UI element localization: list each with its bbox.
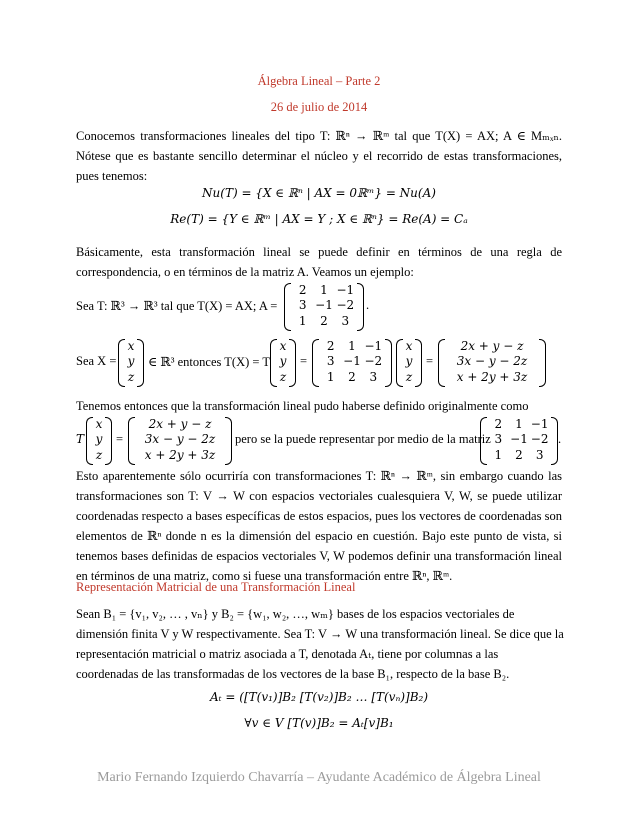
definition-paragraph-line1: Tenemos entonces que la transformación lineal pudo haberse definido originalmente como	[76, 399, 529, 413]
vector-X-4: x y z	[86, 417, 112, 463]
equals-sign-3: =	[116, 432, 124, 446]
bases-line4: coordenadas de las transformadas de los vectores de la base B₁, respecto de la base B₂.	[76, 667, 510, 681]
bases-line3: representación matricial o matriz asociada a T, denotada Aₜ, tiene por columnas a las	[76, 647, 499, 661]
sea-X-label: Sea X =	[76, 354, 117, 368]
matrix-A-3: 2 1 −1 3 −1 −2 1 2 3	[480, 417, 558, 463]
equals-sign: =	[300, 354, 308, 368]
period-2: .	[558, 432, 562, 446]
document-title: Álgebra Lineal – Parte 2	[257, 74, 381, 88]
bases-line1: Sean B₁ = {v₁, v₂, … , vₙ} y B₂ = {w₁, w₂, …, wₘ} bases de los espacios vectoriales de	[76, 607, 515, 621]
page-footer: Mario Fernando Izquierdo Chavarría – Ayudante Académico de Álgebra Lineal	[97, 770, 541, 785]
document-date: 26 de julio de 2014	[270, 100, 368, 114]
result-vector-2: 2x + y − z 3x − y − 2z x + 2y + 3z	[128, 417, 232, 463]
section-heading: Representación Matricial de una Transformación Lineal	[76, 580, 356, 594]
T-symbol: T	[76, 432, 85, 446]
basic-paragraph: Básicamente, esta transformación lineal se puede definir en términos de una regla de correspondencia, o en términos de la matriz A. Veamos un ejemplo:	[76, 245, 562, 279]
equals-sign-2: =	[426, 354, 434, 368]
vector-X-3: x y z	[396, 339, 422, 385]
intro-paragraph: Conocemos transformaciones lineales del tipo T: ℝⁿ → ℝᵐ tal que T(X) = AX; A ∈ Mₘₓₙ. Nótese que es bastante sencillo determinar el núcleo y el recorrido de estas transformaciones, pues tenemos:	[76, 129, 562, 183]
matrix-A: 2 1 −1 3 −1 −2 1 2 3	[284, 283, 364, 329]
result-vector: 2x + y − z 3x − y − 2z x + 2y + 3z	[438, 339, 546, 385]
matrix-A-2: 2 1 −1 3 −1 −2 1 2 3	[312, 339, 392, 385]
range-equation: Re(T) = {Y ∈ ℝᵐ | AX = Y ; X ∈ ℝⁿ} = Re(A) = Cₐ	[170, 212, 468, 226]
represent-text: pero se la puede representar por medio de la matriz	[235, 432, 491, 446]
example-definition: Sea T: ℝ³ → ℝ³ tal que T(X) = AX; A =	[76, 299, 278, 313]
vector-X: x y z	[118, 339, 144, 385]
in-R3-text: ∈ ℝ³ entonces T(X) = T	[148, 355, 270, 369]
bases-line2: dimensión finita V y W respectivamente. Sea T: V → W una transformación lineal. Se dice que la	[76, 627, 564, 641]
kernel-equation: Nu(T) = {X ∈ ℝⁿ | AX = 0ℝᵐ} = Nu(A)	[202, 186, 436, 200]
coordinate-equation: ∀v ∈ V [T(v)]B₂ = Aₜ[v]B₁	[244, 716, 394, 730]
coordinates-paragraph: Esto aparentemente sólo ocurriría con transformaciones T: ℝⁿ → ℝᵐ, sin embargo cuando las transformaciones son T: V → W con espacios vectoriales cualesquiera V, W, se puede utilizar coordenadas respecto a bases específicas de estos espacios, pues los vectores de coordenadas son elementos de ℝⁿ donde n es la dimensión del espacio en cuestión. Bajo este punto de vista, si tenemos bases definidas de espacios vectoriales V, W podemos definir una transformación lineal en términos de una matriz, como si fuese una transformación entre ℝⁿ, ℝᵐ.	[76, 469, 562, 583]
vector-X-2: x y z	[270, 339, 296, 385]
period: .	[366, 298, 370, 312]
matrix-representation-equation: Aₜ = ([T(v₁)]B₂ [T(v₂)]B₂ … [T(vₙ)]B₂)	[209, 690, 428, 704]
